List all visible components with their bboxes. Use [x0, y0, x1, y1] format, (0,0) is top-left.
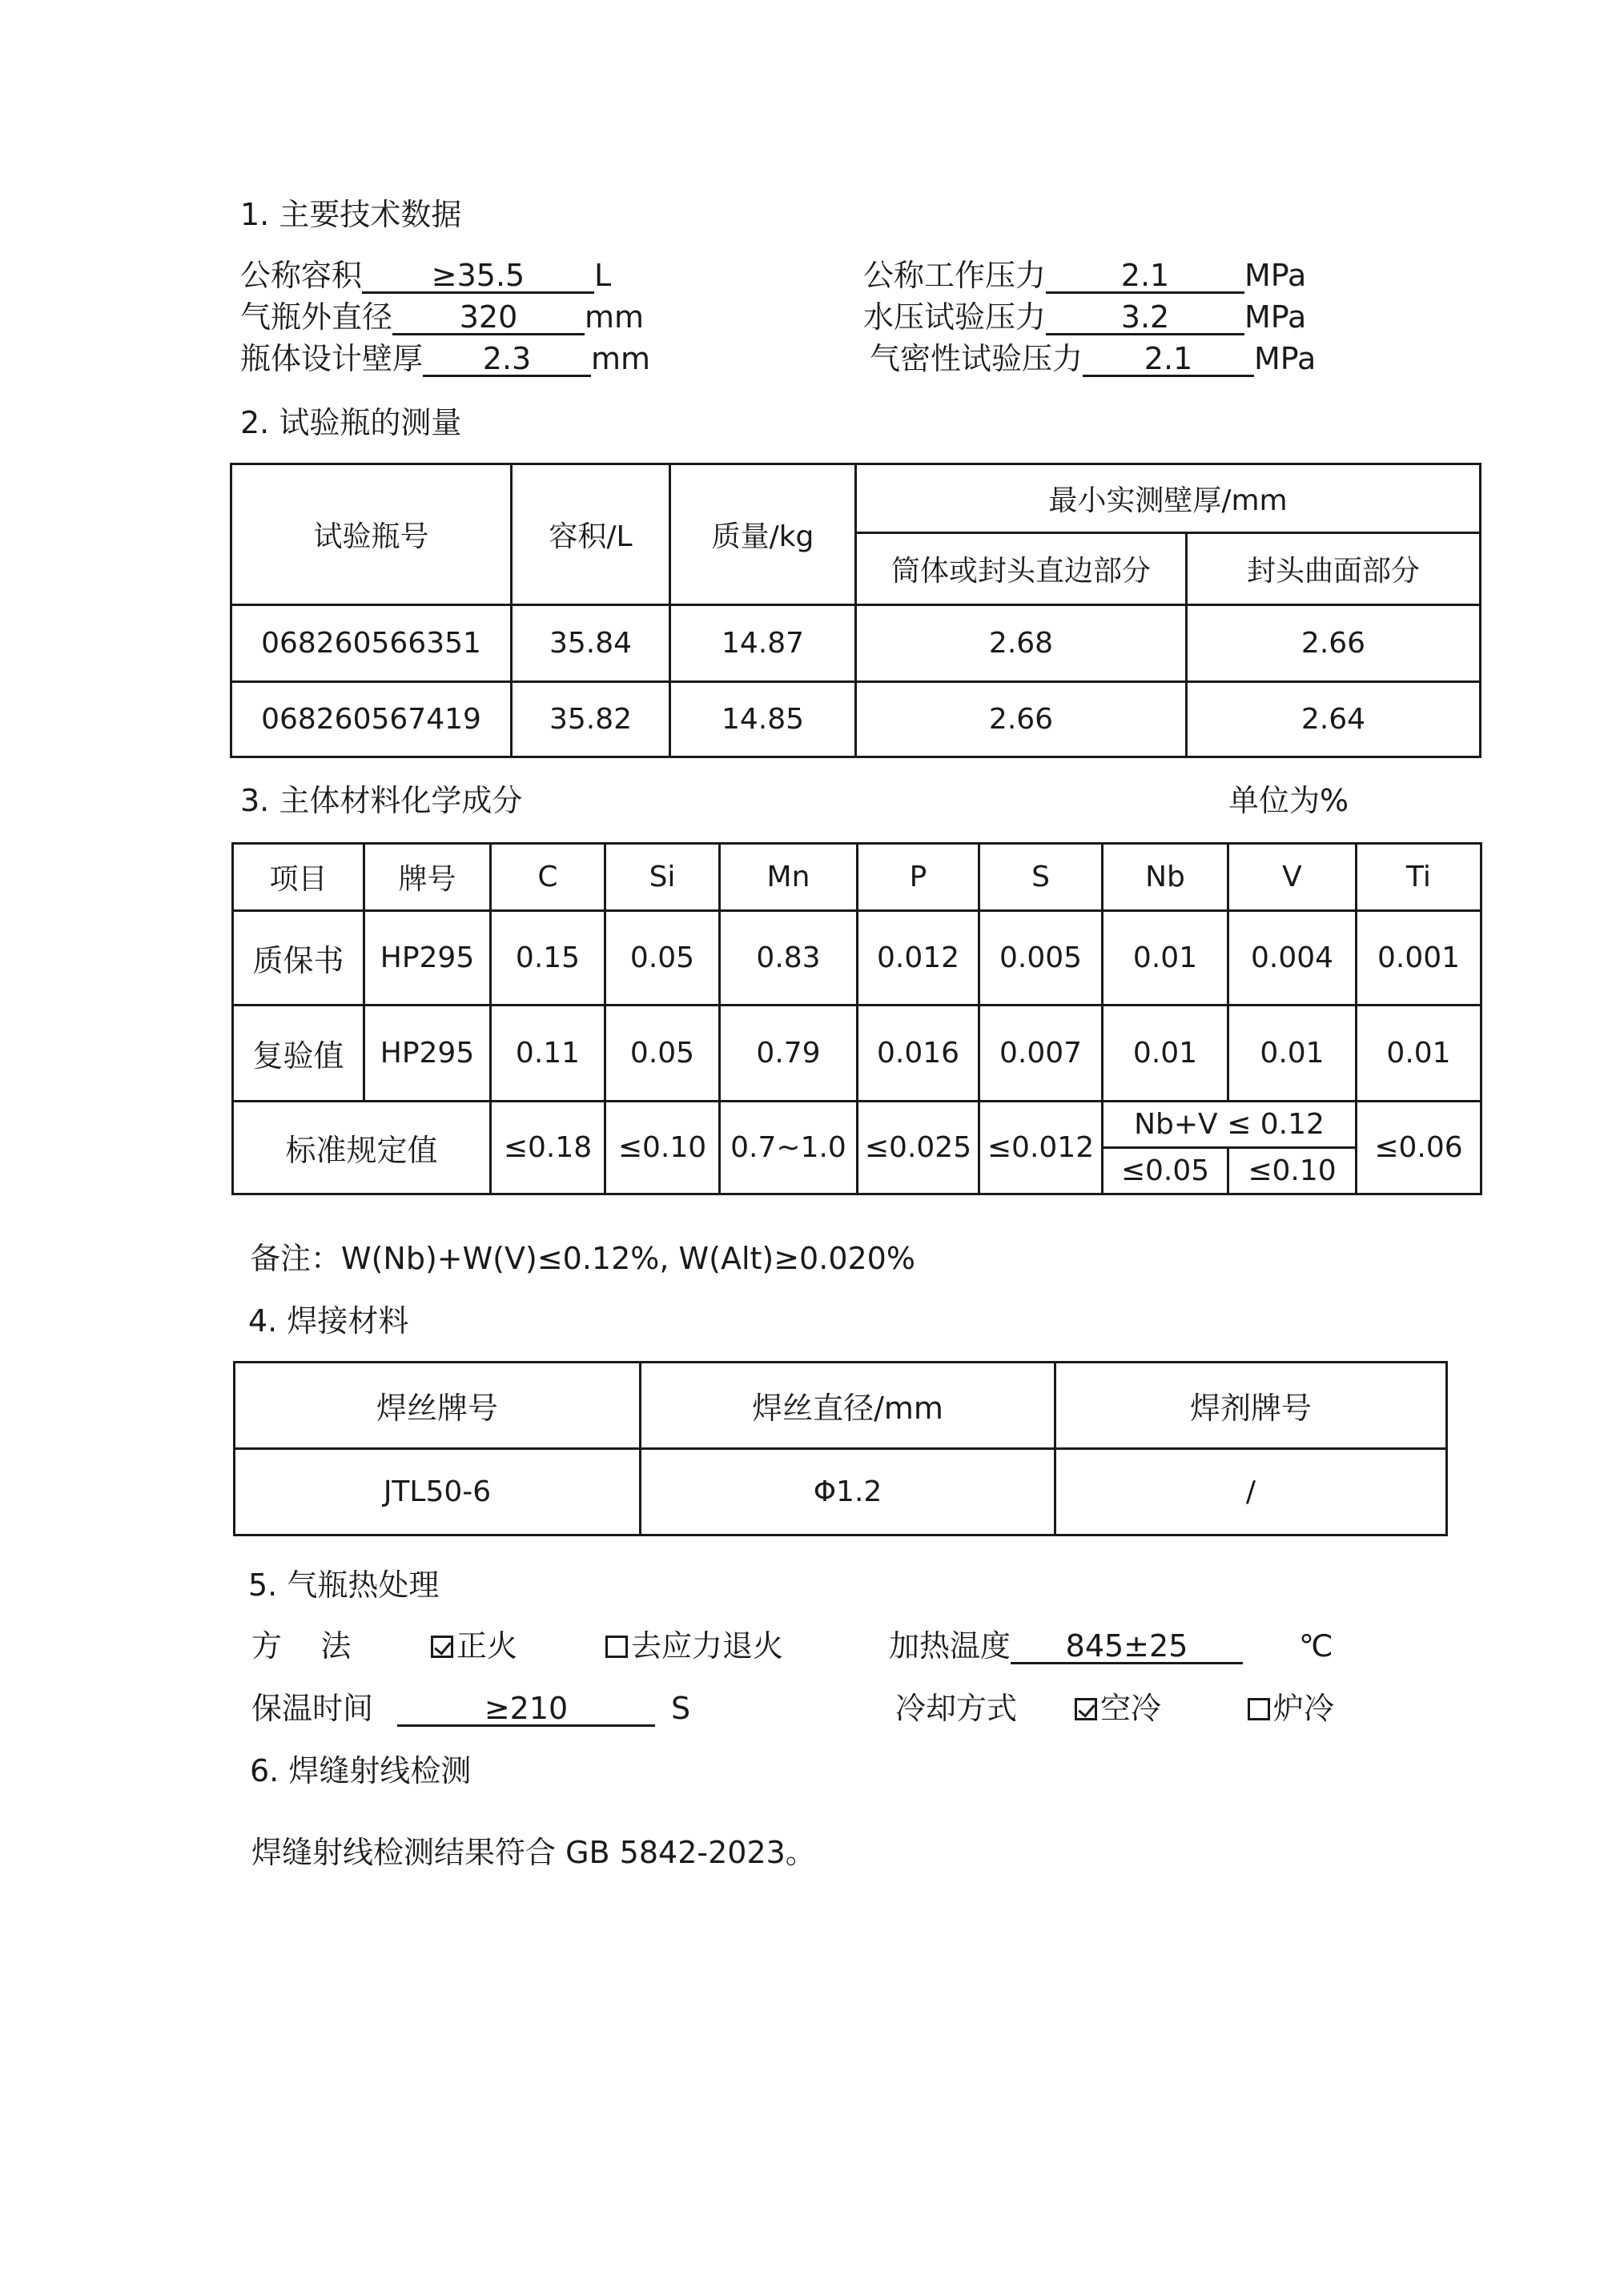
chemistry-remark: 备注：W(Nb)+W(V)≤0.12%, W(Alt)≥0.020% [250, 1241, 915, 1276]
header-straight-part: 筒体或封头直边部分 [856, 533, 1187, 605]
unchecked-box-icon [1248, 1698, 1270, 1720]
checked-box-icon [431, 1636, 453, 1658]
header-s: S [979, 844, 1103, 911]
field-nominal-volume [240, 258, 611, 294]
chemistry-table [231, 842, 1482, 1195]
cell-ti: 0.001 [1357, 911, 1481, 1006]
table-row [231, 682, 1481, 757]
header-v: V [1228, 844, 1357, 911]
option-label: 去应力退火 [631, 1628, 784, 1664]
cell-wall-curved: 2.66 [1187, 605, 1481, 682]
option-air-cool [1075, 1691, 1161, 1726]
cell-nb: 0.01 [1103, 911, 1228, 1006]
cell-c: 0.15 [491, 911, 605, 1006]
unit-note: 单位为% [1228, 783, 1349, 818]
header-wire-grade: 焊丝牌号 [235, 1363, 641, 1449]
cell-standard-label: 标准规定值 [233, 1102, 491, 1194]
header-nb: Nb [1103, 844, 1228, 911]
field-value: 320 [392, 301, 585, 335]
cell-c: 0.11 [491, 1006, 605, 1102]
field-value: 3.2 [1046, 301, 1244, 335]
header-volume: 容积/L [512, 464, 670, 605]
table-row [235, 1449, 1447, 1535]
field-unit: S [671, 1691, 691, 1726]
header-mn: Mn [720, 844, 858, 911]
cell-mass: 14.87 [670, 605, 856, 682]
cell-si: 0.05 [605, 1006, 720, 1102]
cell-grade: HP295 [364, 1006, 491, 1102]
field-unit: MPa [1244, 258, 1307, 293]
field-working-pressure [863, 258, 1306, 294]
cell-nb: 0.01 [1103, 1006, 1228, 1102]
cell-standard-s: ≤0.012 [979, 1102, 1103, 1194]
cell-p: 0.016 [858, 1006, 979, 1102]
option-label: 正火 [456, 1628, 518, 1664]
table-row [233, 911, 1481, 1006]
table-row [231, 605, 1481, 682]
cell-wire-diameter: Φ1.2 [641, 1449, 1055, 1535]
field-value: 2.1 [1046, 259, 1244, 294]
cell-mn: 0.79 [720, 1006, 858, 1102]
cell-wire-grade: JTL50-6 [235, 1449, 641, 1535]
cell-mass: 14.85 [670, 682, 856, 757]
cell-si: 0.05 [605, 911, 720, 1006]
cell-bottle-number: 068260566351 [231, 605, 512, 682]
standard-row [233, 1102, 1481, 1148]
field-unit: L [594, 258, 612, 293]
checked-box-icon [1075, 1698, 1097, 1720]
cell-volume: 35.84 [512, 605, 670, 682]
cell-wall-straight: 2.66 [856, 682, 1187, 757]
cell-standard-si: ≤0.10 [605, 1102, 720, 1194]
table-row [233, 1006, 1481, 1102]
field-design-wall [240, 341, 650, 377]
header-min-wall: 最小实测壁厚/mm [856, 464, 1481, 533]
cell-ti: 0.01 [1357, 1006, 1481, 1102]
field-value: 845±25 [1011, 1630, 1243, 1664]
cell-grade: HP295 [364, 911, 491, 1006]
cell-bottle-number: 068260567419 [231, 682, 512, 757]
header-c: C [491, 844, 605, 911]
header-p: P [858, 844, 979, 911]
field-unit: ℃ [1299, 1628, 1333, 1664]
cell-wall-curved: 2.64 [1187, 682, 1481, 757]
cell-standard-mn: 0.7~1.0 [720, 1102, 858, 1194]
header-bottle-number: 试验瓶号 [231, 464, 512, 605]
cell-flux-grade: / [1055, 1449, 1447, 1535]
field-airtight-pressure [870, 341, 1316, 377]
cell-p: 0.012 [858, 911, 979, 1006]
radiography-result: 焊缝射线检测结果符合 GB 5842-2023。 [251, 1835, 816, 1870]
field-value: ≥35.5 [362, 259, 594, 294]
field-value: ≥210 [397, 1692, 655, 1727]
section-1-heading: 1. 主要技术数据 [240, 197, 462, 232]
field-label: 气瓶外直径 [240, 299, 393, 335]
field-value: 2.3 [423, 343, 591, 377]
cell-standard-c: ≤0.18 [491, 1102, 605, 1194]
cell-standard-nb: ≤0.05 [1103, 1148, 1228, 1194]
field-label: 公称工作压力 [863, 258, 1047, 293]
field-hold-time [251, 1691, 690, 1727]
cell-standard-nbv: Nb+V ≤ 0.12 [1103, 1102, 1357, 1148]
cell-v: 0.004 [1228, 911, 1357, 1006]
field-label: 水压试验压力 [863, 299, 1047, 335]
cell-v: 0.01 [1228, 1006, 1357, 1102]
cell-item: 质保书 [233, 911, 364, 1006]
header-flux-grade: 焊剂牌号 [1055, 1363, 1447, 1449]
welding-table [233, 1361, 1448, 1536]
cell-s: 0.005 [979, 911, 1103, 1006]
field-unit: mm [585, 299, 645, 335]
section-6-heading: 6. 焊缝射线检测 [250, 1753, 472, 1788]
field-label: 加热温度 [889, 1628, 1011, 1664]
field-label: 保温时间 [251, 1691, 374, 1726]
option-normalize [431, 1628, 517, 1664]
header-ti: Ti [1357, 844, 1481, 911]
cell-standard-ti: ≤0.06 [1357, 1102, 1481, 1194]
field-hydro-pressure [863, 299, 1306, 335]
field-unit: mm [591, 341, 651, 376]
cell-standard-p: ≤0.025 [858, 1102, 979, 1194]
header-grade: 牌号 [364, 844, 491, 911]
cell-standard-v: ≤0.10 [1228, 1148, 1357, 1194]
cell-mn: 0.83 [720, 911, 858, 1006]
field-unit: MPa [1244, 299, 1307, 335]
section-5-heading: 5. 气瓶热处理 [248, 1567, 440, 1603]
option-label: 炉冷 [1273, 1691, 1335, 1726]
option-label: 空冷 [1100, 1691, 1162, 1726]
field-label: 气密性试验压力 [870, 341, 1083, 376]
field-unit: MPa [1254, 341, 1317, 376]
option-furnace-cool [1248, 1691, 1334, 1726]
cell-volume: 35.82 [512, 682, 670, 757]
unchecked-box-icon [605, 1636, 628, 1658]
field-outer-diameter [240, 299, 644, 335]
section-3-heading: 3. 主体材料化学成分 [240, 783, 523, 818]
option-stress-relief [605, 1628, 783, 1664]
cell-s: 0.007 [979, 1006, 1103, 1102]
header-si: Si [605, 844, 720, 911]
header-wire-diameter: 焊丝直径/mm [641, 1363, 1055, 1449]
field-heating-temp [889, 1628, 1333, 1664]
header-mass: 质量/kg [670, 464, 856, 605]
cell-wall-straight: 2.68 [856, 605, 1187, 682]
header-item: 项目 [233, 844, 364, 911]
method-label: 方 法 [251, 1628, 352, 1664]
cooling-label: 冷却方式 [895, 1691, 1018, 1726]
field-label: 瓶体设计壁厚 [240, 341, 424, 376]
section-4-heading: 4. 焊接材料 [248, 1303, 409, 1339]
field-value: 2.1 [1083, 343, 1254, 377]
cell-item: 复验值 [233, 1006, 364, 1102]
field-label: 公称容积 [240, 258, 363, 293]
measurement-table [230, 463, 1481, 758]
header-curved-part: 封头曲面部分 [1187, 533, 1481, 605]
section-2-heading: 2. 试验瓶的测量 [240, 405, 462, 440]
